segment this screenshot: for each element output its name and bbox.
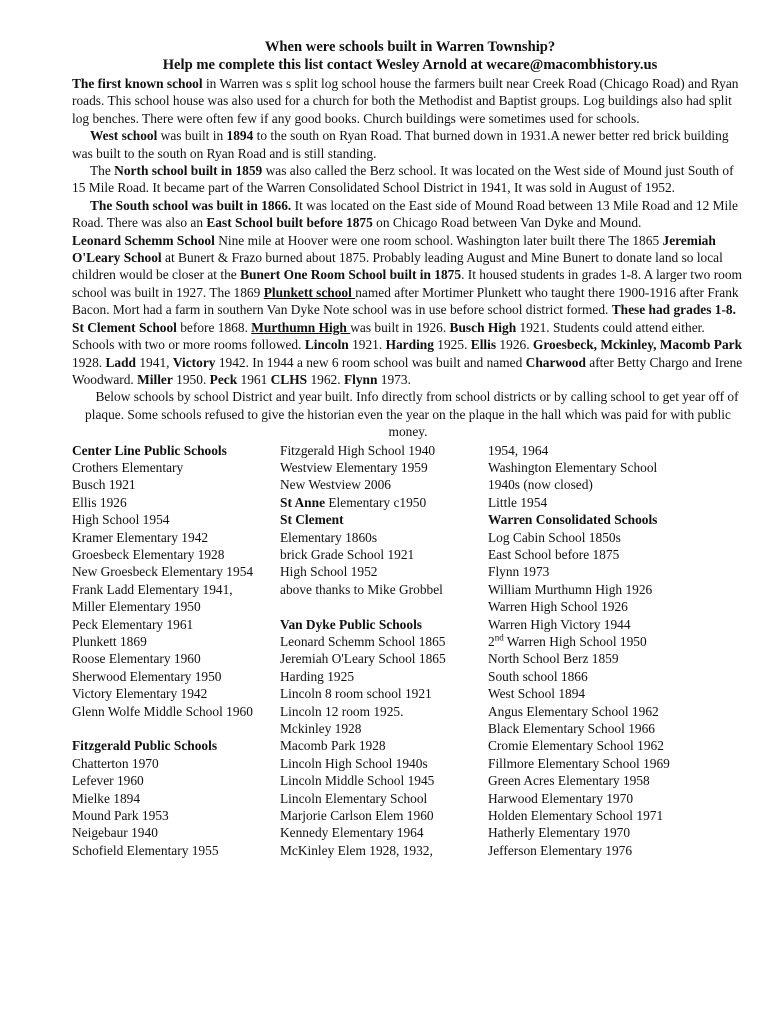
- list-fitzgerald-cont: [280, 442, 488, 494]
- list-item: Black Elementary School 1966: [488, 721, 655, 737]
- text: 1961: [237, 371, 271, 387]
- list-item: Peck Elementary 1961: [72, 616, 194, 632]
- list-item: Miller Elementary 1950: [72, 599, 201, 615]
- column-2: [280, 442, 488, 860]
- intro-text: [72, 75, 744, 441]
- list-item: Victory Elementary 1942: [72, 686, 208, 702]
- bold-text: The first known school: [72, 76, 203, 91]
- list-item: Macomb Park 1928: [280, 738, 386, 754]
- list-item: William Murthumn High 1926: [488, 581, 653, 597]
- list-item: Warren High Victory 1944: [488, 616, 631, 632]
- bold-text: Groesbeck, Mckinley, Macomb Park: [532, 337, 743, 353]
- list-item: Sherwood Elementary 1950: [72, 668, 222, 684]
- bold-text: These had grades 1-8. St Clement School: [72, 302, 736, 335]
- title-line-1: When were schools built in Warren Township?: [264, 39, 556, 55]
- list-item: High School 1954: [72, 512, 170, 528]
- spacer: [280, 598, 488, 615]
- bold-text: Ellis: [470, 337, 497, 353]
- list-item: North School Berz 1859: [488, 651, 619, 667]
- list-item: Crothers Elementary: [72, 459, 184, 475]
- bold-text: North school built in 1859: [114, 163, 263, 179]
- list-item: Hatherly Elementary 1970: [488, 825, 631, 841]
- list-item: Green Acres Elementary 1958: [488, 773, 650, 789]
- list-item: Busch 1921: [72, 477, 136, 493]
- bold-text: Busch High: [449, 319, 517, 335]
- title-line-2: Help me complete this list contact Wesley Arnold at wecare@macombhistory.us: [162, 57, 658, 73]
- list-item: Lincoln High School 1940s: [280, 755, 428, 771]
- bold-text: Miller: [137, 371, 173, 387]
- list-item: New Westview 2006: [280, 477, 391, 493]
- text: 1962.: [307, 371, 344, 387]
- list-item: McKinley Elem 1928, 1932,: [280, 842, 433, 858]
- list-item: Westview Elementary 1959: [280, 459, 428, 475]
- list-item: Flynn 1973: [488, 564, 550, 580]
- list-item: Leonard Schemm School 1865: [280, 633, 446, 649]
- text: was also called the Berz school. It was located on the West side of Mound just South of 15 Mile Road. It became part of the Warren Consolidated School District in 1941, It was sold in August of 1952.: [72, 163, 734, 196]
- text: 1925.: [433, 337, 471, 353]
- list-st-clement: [280, 529, 488, 599]
- paragraph-west-school: [72, 127, 744, 162]
- bold-text: The South school was built in 1866.: [90, 197, 292, 213]
- text: 1942. In 1944 a new 6 room school was built and named: [215, 354, 526, 370]
- list-item: Harwood Elementary 1970: [488, 790, 634, 806]
- list-item: Warren High School 1926: [488, 599, 628, 615]
- list-item: Neigebaur 1940: [72, 825, 158, 841]
- bold-text: 1894: [226, 128, 254, 144]
- text: 1921. Students could attend either. Schools with two or more rooms followed.: [72, 319, 705, 353]
- list-item: Ellis 1926: [72, 494, 127, 510]
- text: 1973.: [377, 371, 411, 387]
- list-item: Lincoln 8 room school 1921: [280, 686, 432, 702]
- school-list-columns: [72, 442, 744, 860]
- bold-text: Victory: [172, 354, 216, 370]
- bold-underlined-text: Plunkett school: [263, 284, 356, 300]
- list-item: Little 1954: [488, 494, 548, 510]
- list-item: Lincoln Elementary School: [280, 790, 428, 806]
- bold-text: Bunert One Room School built in 1875: [240, 267, 462, 283]
- list-warren-a: [488, 529, 748, 633]
- list-van-dyke: [280, 633, 488, 859]
- list-item: Glenn Wolfe Middle School 1960: [72, 703, 253, 719]
- list-item: Mound Park 1953: [72, 808, 169, 824]
- superscript: nd: [494, 632, 504, 643]
- text: Warren High School 1950: [503, 634, 647, 649]
- list-item: Groesbeck Elementary 1928: [72, 546, 225, 562]
- list-item: brick Grade School 1921: [280, 546, 415, 562]
- paragraph-one-room-schools: [72, 232, 744, 389]
- bold-text: Charwood: [525, 354, 586, 370]
- text: 1921.: [348, 337, 386, 353]
- text: on Chicago Road between Van Dyke and Mound.: [372, 215, 642, 231]
- column-1: [72, 442, 280, 860]
- bold-underlined-text: Murthumn High: [251, 319, 351, 335]
- list-item: Jeremiah O'Leary School 1865: [280, 651, 446, 667]
- list-item: Kennedy Elementary 1964: [280, 825, 424, 841]
- spacer: [72, 720, 280, 737]
- list-item: Lefever 1960: [72, 773, 144, 789]
- list-item: Cromie Elementary School 1962: [488, 738, 664, 754]
- bold-text: East School built before 1875: [206, 215, 373, 231]
- bold-text: CLHS: [270, 371, 308, 387]
- bold-text: Lincoln: [304, 337, 349, 353]
- document-title: [76, 38, 744, 74]
- list-item: New Groesbeck Elementary 1954: [72, 564, 254, 580]
- list-item: Washington Elementary School: [488, 459, 658, 475]
- text: named after Mortimer Plunkett who taught there 1900-1916 after Frank Bacon. Mort had a farm in southern Van Dyke Note school was in use before school district formed.: [72, 284, 739, 318]
- bold-text: Harding: [385, 337, 434, 353]
- list-item: High School 1952: [280, 564, 378, 580]
- bold-text: Ladd: [105, 354, 137, 370]
- district-heading-center-line: Center Line Public Schools: [72, 442, 227, 458]
- text: Elementary c1950: [325, 494, 427, 510]
- text: was built in 1926.: [350, 319, 450, 335]
- district-heading-warren: Warren Consolidated Schools: [488, 512, 658, 528]
- text: was built in: [157, 128, 227, 144]
- list-item: Log Cabin School 1850s: [488, 529, 621, 545]
- text: 1941,: [136, 354, 173, 370]
- list-warren-b: [488, 650, 748, 859]
- list-item: Jefferson Elementary 1976: [488, 842, 633, 858]
- list-item: Roose Elementary 1960: [72, 651, 201, 667]
- list-item: Lincoln 12 room 1925.: [280, 703, 404, 719]
- bold-text: Peck: [209, 371, 238, 387]
- list-van-dyke-cont: [488, 442, 748, 512]
- text: 1928.: [72, 354, 106, 370]
- text: 1950.: [172, 371, 210, 387]
- list-item: West School 1894: [488, 686, 586, 702]
- text: to the south on Ryan Road. That burned down in 1931.A newer better red brick building was built to the south on Ryan Road and is still standing.: [72, 128, 729, 161]
- list-center-line: [72, 459, 280, 720]
- district-heading-fitzgerald: Fitzgerald Public Schools: [72, 738, 218, 754]
- column-3: [488, 442, 748, 860]
- text: 1926.: [496, 337, 533, 353]
- text: . It housed students in grades 1-8. A larger two room school was built in 1927. The 1869: [72, 267, 742, 300]
- list-item: Fitzgerald High School 1940: [280, 442, 436, 458]
- list-item: 1940s (now closed): [488, 477, 593, 493]
- text: in Warren was s split log school house the farmers built near Creek Road (Chicago Road) and Ryan roads. This school house was also used for a church for both the Methodist and Baptist groups. Log buildings also had split log benches. There were often few if any good books. Church buildings were sometimes used for schools.: [72, 76, 739, 126]
- text: 2: [488, 634, 495, 649]
- list-item: Harding 1925: [280, 668, 355, 684]
- list-item: Kramer Elementary 1942: [72, 529, 209, 545]
- list-item: Marjorie Carlson Elem 1960: [280, 808, 434, 824]
- bold-text: Flynn: [343, 371, 378, 387]
- list-item: [280, 494, 488, 511]
- list-item: above thanks to Mike Grobbel: [280, 581, 443, 597]
- bold-text: Jeremiah O'Leary School: [72, 232, 716, 266]
- list-item: East School before 1875: [488, 546, 620, 562]
- list-item: [488, 633, 748, 650]
- text: It was located on the East side of Mound Road between 13 Mile Road and 12 Mile Road. There was also an: [72, 197, 738, 231]
- district-heading-st-clement: St Clement: [280, 512, 344, 528]
- list-fitzgerald: [72, 755, 280, 859]
- text: after Betty Chargo and Irene Woodward.: [72, 354, 743, 387]
- list-item: Mielke 1894: [72, 790, 141, 806]
- district-heading-st-anne: St Anne: [280, 494, 326, 510]
- list-item: Mckinley 1928: [280, 721, 362, 737]
- paragraph-district-intro: Below schools by school District and year built. Info directly from school districts or by calling school to get year off of plaque. Some schools refused to give the historian even the year on the plaque in the hall which was paid for with public money.: [85, 389, 739, 440]
- list-item: Holden Elementary School 1971: [488, 808, 664, 824]
- paragraph-south-school: [72, 197, 744, 232]
- list-item: Frank Ladd Elementary 1941,: [72, 581, 233, 597]
- list-item: Plunkett 1869: [72, 634, 147, 649]
- text: Nine mile at Hoover were one room school. Washington later built there The 1865: [214, 232, 663, 248]
- list-item: South school 1866: [488, 668, 588, 684]
- text: at Bunert & Frazo burned about 1875. Probably leading August and Mine Bunert to donate land so local children would be closer at the: [72, 250, 723, 283]
- list-item: Elementary 1860s: [280, 529, 378, 545]
- list-item: Angus Elementary School 1962: [488, 703, 659, 719]
- district-heading-van-dyke: Van Dyke Public Schools: [280, 616, 423, 632]
- paragraph-north-school: The North school built in 1859 was also called the Berz school. It was located on the West side of Mound just South of 15 Mile Road. It became part of the Warren Consolidated School District in 1941, It was sold in August of 1952.: [72, 163, 734, 196]
- paragraph-first-school: [72, 75, 744, 127]
- text: before 1868.: [176, 319, 252, 335]
- list-item: Lincoln Middle School 1945: [280, 773, 435, 789]
- bold-text: Leonard Schemm School: [72, 232, 215, 248]
- list-item: Schofield Elementary 1955: [72, 842, 219, 858]
- list-item: Fillmore Elementary School 1969: [488, 755, 670, 771]
- list-item: Chatterton 1970: [72, 755, 159, 771]
- bold-text: West school: [90, 128, 158, 144]
- list-item: 1954, 1964: [488, 442, 549, 458]
